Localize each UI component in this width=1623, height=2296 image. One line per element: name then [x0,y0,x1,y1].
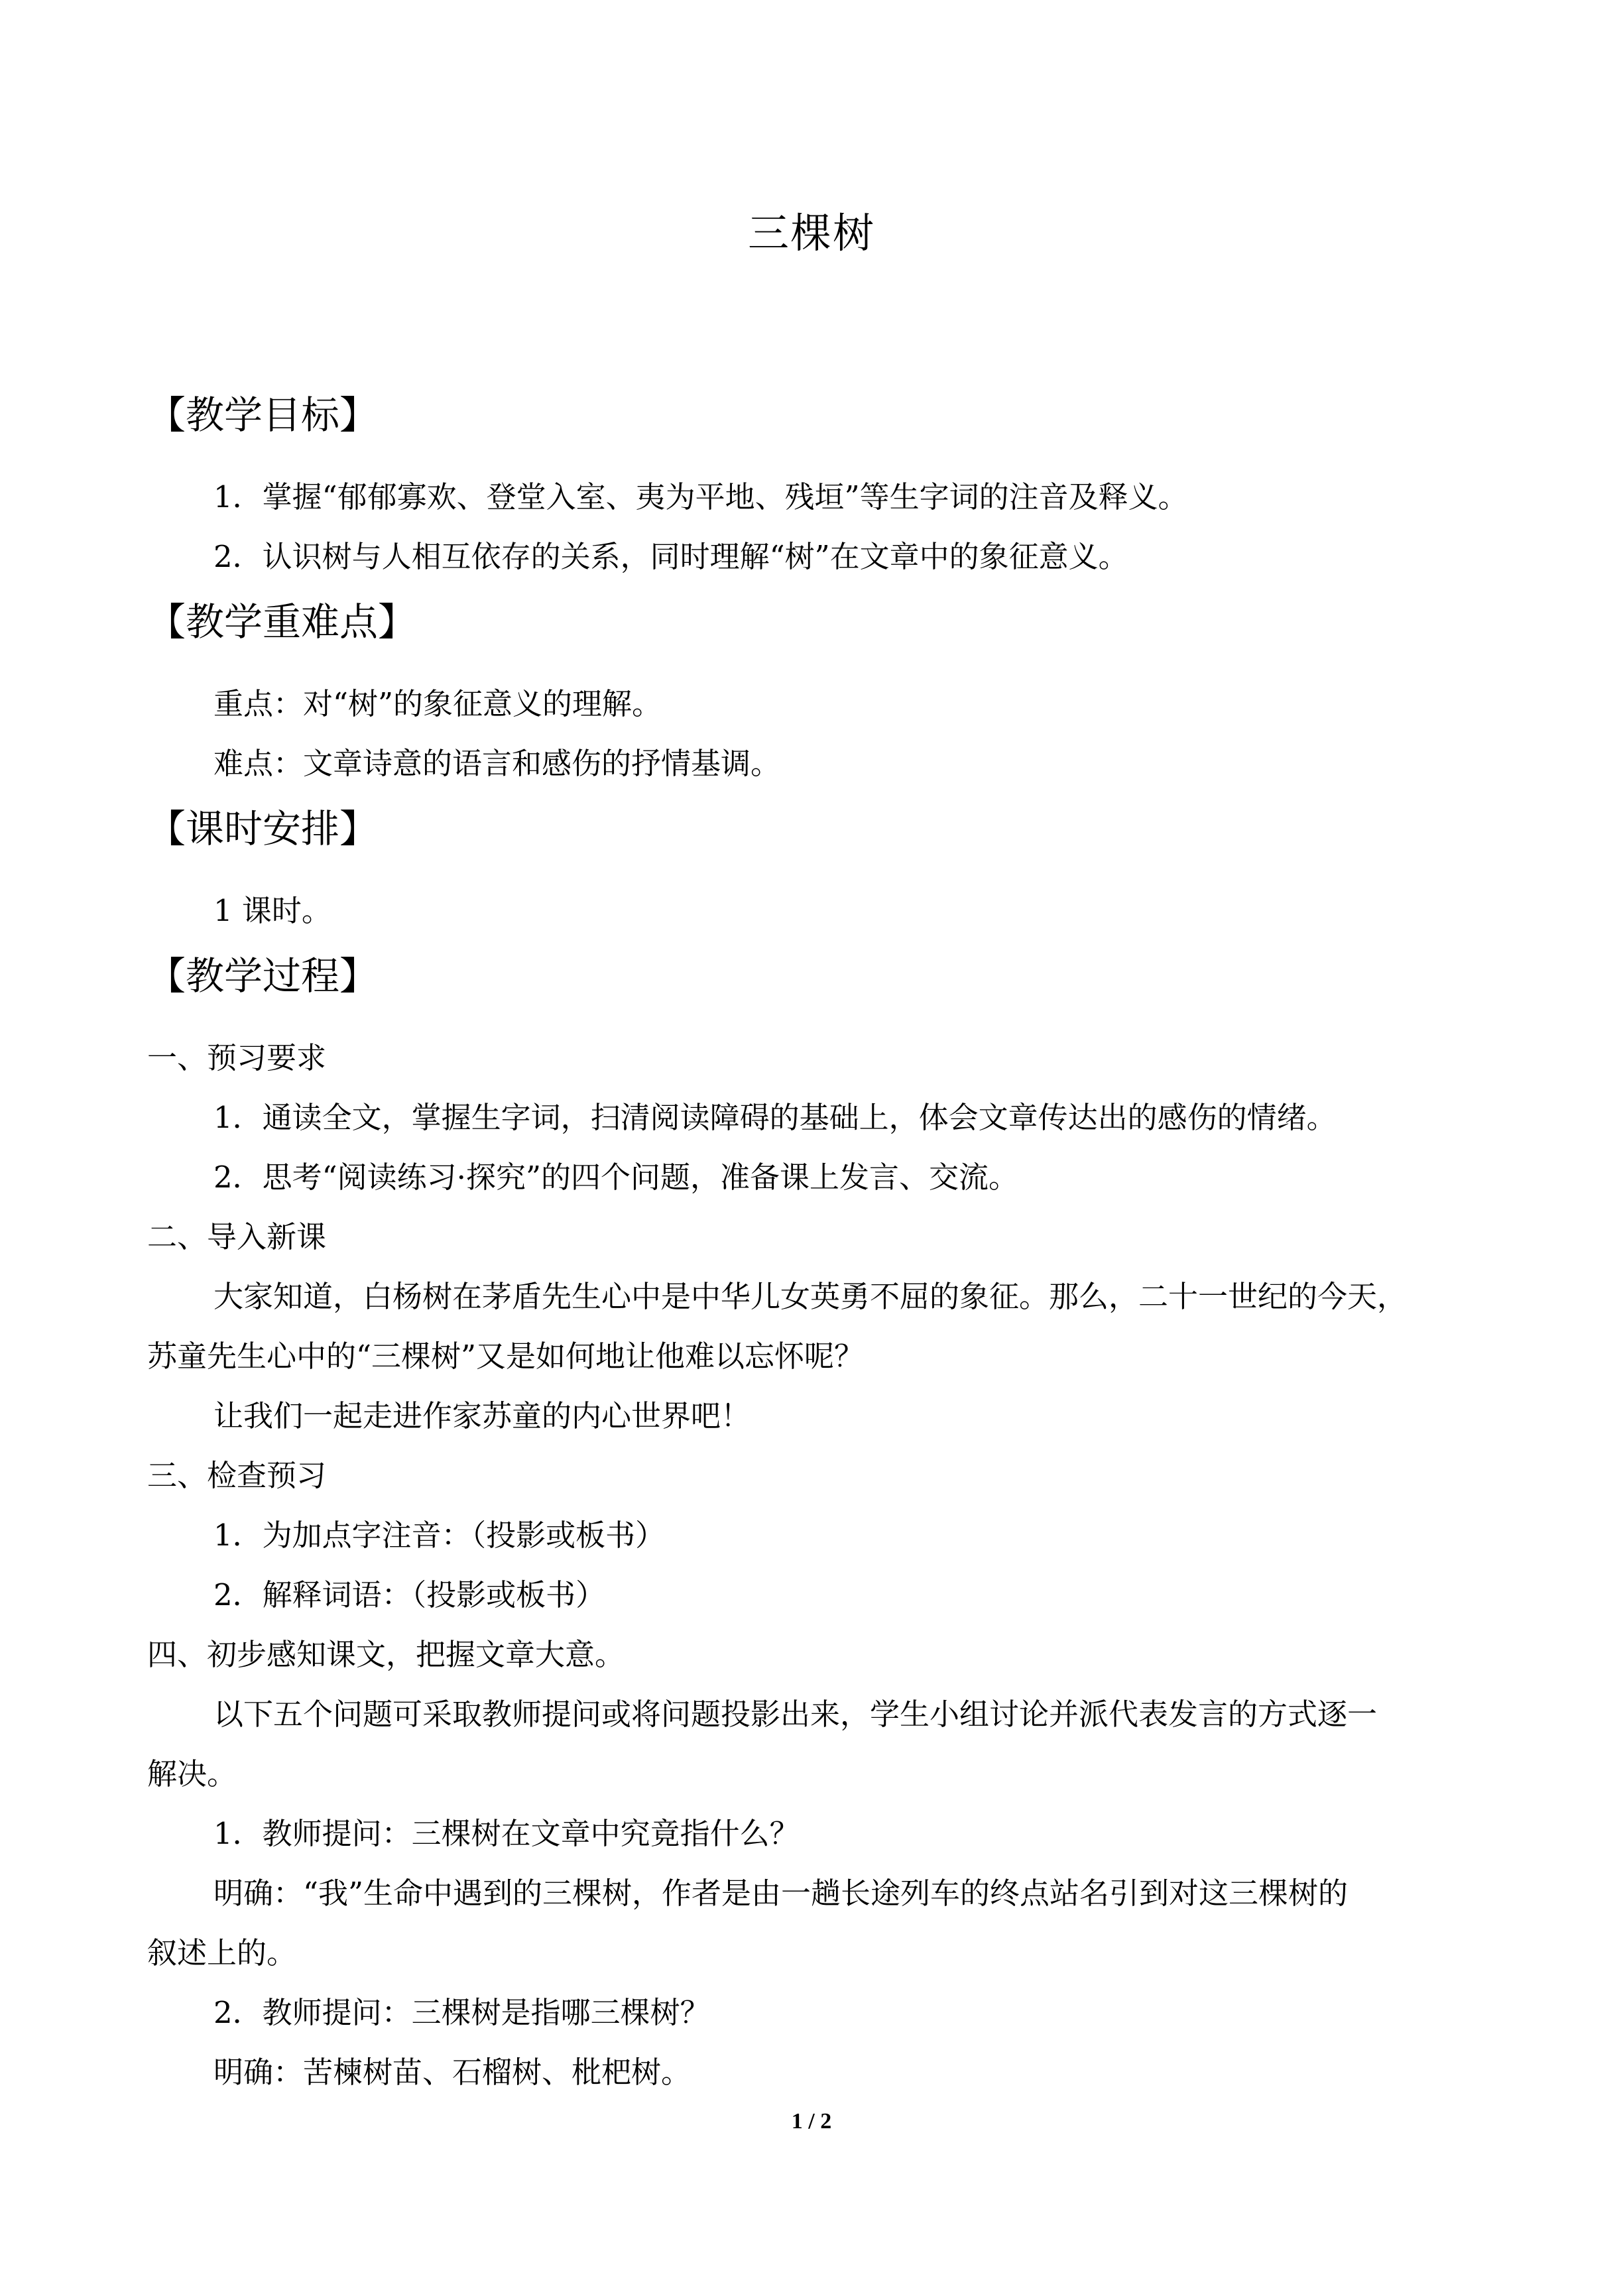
step-4-intro-line-2: 解决。 [147,1756,237,1791]
step-2-label: 二、导入新课 [147,1219,327,1254]
step-4-label: 四、初步感知课文，把握文章大意。 [147,1637,625,1672]
heading-schedule: 【课时安排】 [147,806,379,851]
key-point-item-2: 难点：文章诗意的语言和感伤的抒情基调。 [213,746,781,781]
step-4-answer-1-line-2: 叙述上的。 [147,1935,297,1970]
step-2-paragraph-1-line-2: 苏童先生心中的“三棵树”又是如何地让他难以忘怀呢？ [147,1339,865,1374]
page-number: 1 / 2 [791,2109,832,2134]
step-4-intro-line-1: 以下五个问题可采取教师提问或将问题投影出来，学生小组讨论并派代表发言的方式逐一 [213,1697,1378,1732]
step-4-question-1: 1．教师提问：三棵树在文章中究竟指什么？ [213,1816,800,1851]
heading-process: 【教学过程】 [147,953,379,998]
objective-item-1: 1．掌握“郁郁寡欢、登堂入室、夷为平地、残垣”等生字词的注音及释义。 [213,479,1188,514]
step-1-item-2: 2．思考“阅读练习·探究”的四个问题，准备课上发言、交流。 [213,1160,1018,1195]
objective-item-2: 2．认识树与人相互依存的关系，同时理解“树”在文章中的象征意义。 [213,539,1128,574]
step-4-answer-2: 明确：苦楝树苗、石榴树、枇杷树。 [213,2055,691,2090]
step-4-question-2: 2．教师提问：三棵树是指哪三棵树？ [213,1995,710,2030]
step-3-item-2: 2．解释词语：（投影或板书） [213,1577,606,1612]
step-1-label: 一、预习要求 [147,1040,327,1075]
step-1-item-1: 1．通读全文，掌握生字词，扫清阅读障碍的基础上，体会文章传达出的感伤的情绪。 [213,1100,1337,1135]
step-3-item-1: 1．为加点字注音：（投影或板书） [213,1518,666,1553]
step-3-label: 三、检查预习 [147,1458,327,1493]
key-point-item-1: 重点：对“树”的象征意义的理解。 [213,686,662,721]
schedule-item-1: 1 课时。 [213,893,331,928]
step-2-paragraph-1-line-1: 大家知道，白杨树在茅盾先生心中是中华儿女英勇不屈的象征。那么，二十一世纪的今天， [213,1279,1408,1314]
step-2-paragraph-2: 让我们一起走进作家苏童的内心世界吧！ [213,1398,751,1433]
step-4-answer-1-line-1: 明确：“我”生命中遇到的三棵树，作者是由一趟长途列车的终点站名引到对这三棵树的 [213,1876,1349,1911]
document-title: 三棵树 [747,209,875,257]
heading-objectives: 【教学目标】 [147,393,379,438]
heading-key-points: 【教学重难点】 [147,599,417,644]
